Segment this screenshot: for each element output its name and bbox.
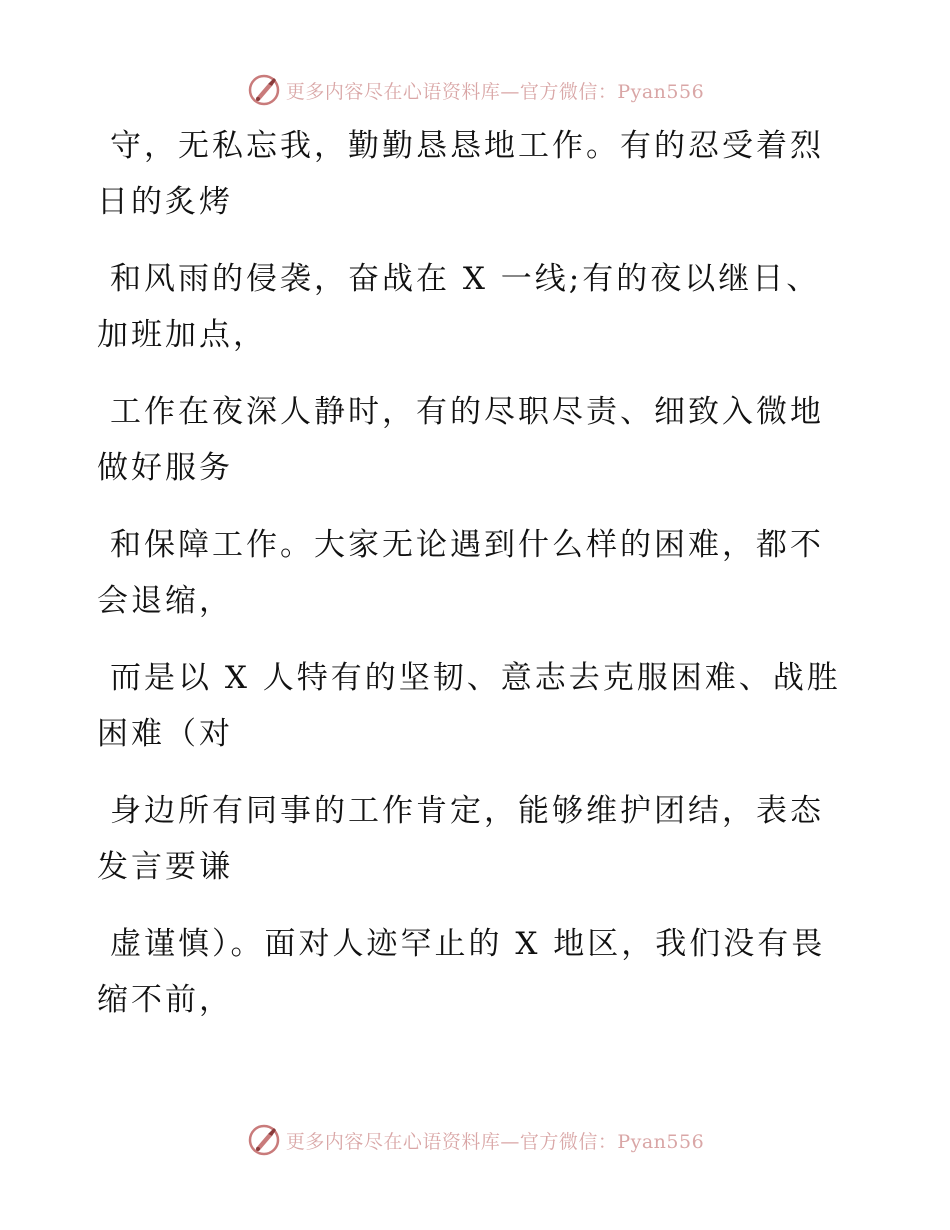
- paragraph: [0, 118, 950, 230]
- paragraph-line: 守，无私忘我，勤勤恳恳地工作。有的忍受着烈: [110, 128, 824, 164]
- watermark-text: 更多内容尽在心语资料库—官方微信：Pyan556: [285, 80, 705, 103]
- watermark-text: 更多内容尽在心语资料库—官方微信：Pyan556: [285, 1130, 705, 1153]
- header-watermark: [0, 70, 950, 110]
- paragraph-line: 虚谨慎）。面对人迹罕止的 X 地区，我们没有畏: [110, 926, 826, 962]
- paragraph-line: 而是以 X 人特有的坚韧、意志去克服困难、战胜: [110, 660, 841, 696]
- paragraph-line: 加班加点，: [97, 317, 267, 353]
- paragraph-line: 日的炙烤: [97, 184, 233, 220]
- paragraph: [0, 251, 950, 363]
- watermark-group: [246, 1122, 704, 1158]
- pen-logo-icon: [246, 1122, 282, 1158]
- document-body: [0, 118, 950, 1049]
- paragraph-line: 做好服务: [97, 450, 233, 486]
- pen-logo-icon: [246, 72, 282, 108]
- paragraph-line: 发言要谦: [97, 849, 233, 885]
- paragraph-line: 和风雨的侵袭，奋战在 X 一线;有的夜以继日、: [110, 261, 821, 297]
- paragraph: [0, 783, 950, 895]
- paragraph: [0, 517, 950, 629]
- paragraph-line: 和保障工作。大家无论遇到什么样的困难，都不: [110, 527, 824, 563]
- paragraph: [0, 916, 950, 1028]
- footer-watermark: [0, 1120, 950, 1160]
- watermark-group: [246, 72, 704, 108]
- paragraph-line: 会退缩，: [97, 583, 233, 619]
- paragraph: [0, 650, 950, 762]
- paragraph-line: 身边所有同事的工作肯定，能够维护团结，表态: [110, 793, 824, 829]
- paragraph-line: 缩不前，: [97, 982, 233, 1018]
- paragraph-line: 困难（对: [97, 716, 233, 752]
- paragraph: [0, 384, 950, 496]
- paragraph-line: 工作在夜深人静时，有的尽职尽责、细致入微地: [110, 394, 824, 430]
